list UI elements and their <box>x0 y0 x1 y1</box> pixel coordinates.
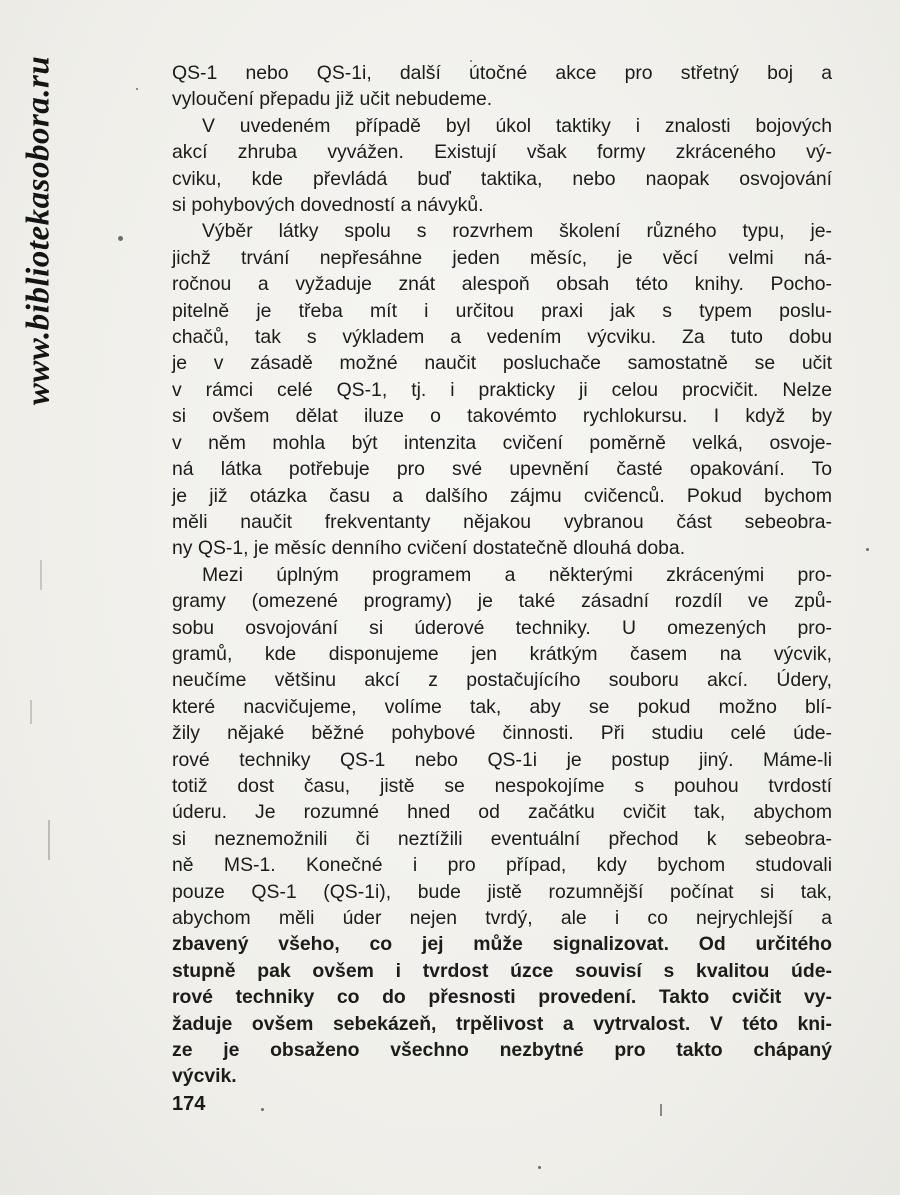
text-line: je v zásadě možné naučit posluchače samostatně se učit <box>172 352 832 375</box>
text-line: chačů, tak s výkladem a vedením výcviku. Za tuto dobu <box>172 326 832 349</box>
text-line: QS-1 nebo QS-1i, další útočné akce pro střetný boj a <box>172 62 832 84</box>
text-line: ně MS-1. Konečné i pro případ, kdy bychom studovali <box>172 854 832 877</box>
body-text <box>172 60 832 1090</box>
text-line: akcí zhruba vyvážen. Existují však formy zkráceného vý- <box>172 141 832 164</box>
text-line: ná látka potřebuje pro své upevnění časté opakování. To <box>172 458 832 481</box>
text-line: je již otázka času a dalšího zájmu cvičenců. Pokud bychom <box>172 484 832 507</box>
paragraph-3 <box>172 218 832 561</box>
paragraph-2 <box>172 113 832 219</box>
text-line: gramy (omezené programy) je také zásadní rozdíl ve způ- <box>172 590 832 613</box>
text-line: jichž trvání nepřesáhne jeden měsíc, je věcí velmi ná- <box>172 246 832 269</box>
scan-speck <box>538 1166 541 1169</box>
scan-mark <box>30 700 32 724</box>
text-line: rové techniky co do přesnosti provedení. Takto cvičit vy- <box>172 986 832 1009</box>
text-line: abychom měli úder nejen tvrdý, ale i co nejrychlejší a <box>172 907 832 929</box>
scan-mark <box>660 1104 662 1116</box>
text-line: v něm mohla být intenzita cvičení poměrně velká, osvoje- <box>172 431 832 454</box>
text-line: měli naučit frekventanty nějakou vybranou část sebeobra- <box>172 510 832 533</box>
page-number: 174 <box>172 1093 206 1115</box>
text-line: V uvedeném případě byl úkol taktiky i znalosti bojových <box>202 114 832 137</box>
text-line: zbavený všeho, co jej může signalizovat. Od určitého <box>172 933 832 956</box>
watermark-text: www.bibliotekasobora.ru <box>20 55 57 405</box>
text-line: ny QS-1, je měsíc denního cvičení dostatečně dlouhá doba. <box>172 537 686 560</box>
text-line: neučíme většinu akcí z postačujícího souboru akcí. Údery, <box>172 669 832 692</box>
paragraph-1 <box>172 60 832 113</box>
text-line: v rámci celé QS-1, tj. i prakticky ji celou procvičit. Nelze <box>172 378 832 401</box>
text-line: pouze QS-1 (QS-1i), bude jistě rozumnější počínat si tak, <box>172 880 832 903</box>
text-line: stupně pak ovšem i tvrdost úzce souvisí s kvalitou úde- <box>172 959 832 982</box>
text-line: cviku, kde převládá buď taktika, nebo naopak osvojování <box>172 167 832 190</box>
text-line: totiž dost času, jistě se nespokojíme s pouhou tvrdostí <box>172 774 832 797</box>
text-line: Výběr látky spolu s rozvrhem školení různého typu, je- <box>202 220 832 243</box>
text-line: které nacvičujeme, volíme tak, aby se pokud možno blí- <box>172 695 832 718</box>
text-line: gramů, kde disponujeme jen krátkým časem na výcvik, <box>172 642 832 665</box>
watermark <box>18 20 60 440</box>
scan-mark <box>48 820 50 860</box>
scan-speck <box>136 88 138 90</box>
text-line: ze je obsaženo všechno nezbytné pro takto chápaný <box>172 1039 832 1062</box>
text-line: úderu. Je rozumné hned od začátku cvičit tak, abychom <box>172 801 832 824</box>
text-line: žaduje ovšem sebekázeň, trpělivost a vytrvalost. V této kni- <box>172 1012 832 1035</box>
text-line: ročnou a vyžaduje znát alespoň obsah této knihy. Pocho- <box>172 273 832 296</box>
text-line: žily nějaké běžné pohybové činnosti. Při studiu celé úde- <box>172 722 832 745</box>
text-line: si neznemožnili či neztížili eventuální přechod k sebeobra- <box>172 827 832 850</box>
text-line: si pohybových dovedností a návyků. <box>172 194 484 217</box>
scan-speck <box>261 1108 264 1111</box>
text-line: vyloučení přepadu již učit nebudeme. <box>172 88 493 111</box>
text-line: sobu osvojování si úderové techniky. U omezených pro- <box>172 616 832 639</box>
text-line: pitelně je třeba mít i určitou praxi jak s typem poslu- <box>172 299 832 322</box>
text-line: rové techniky QS-1 nebo QS-1i je postup jiný. Máme-li <box>172 748 832 771</box>
scan-mark <box>40 560 42 590</box>
text-line: Mezi úplným programem a některými zkrácenými pro- <box>202 563 832 586</box>
text-line: si ovšem dělat iluze o takovémto rychlokursu. I když by <box>172 405 832 428</box>
scan-speck <box>118 236 123 241</box>
text-line: výcvik. <box>172 1065 237 1088</box>
paragraph-4 <box>172 562 832 1090</box>
scan-speck <box>866 548 869 551</box>
